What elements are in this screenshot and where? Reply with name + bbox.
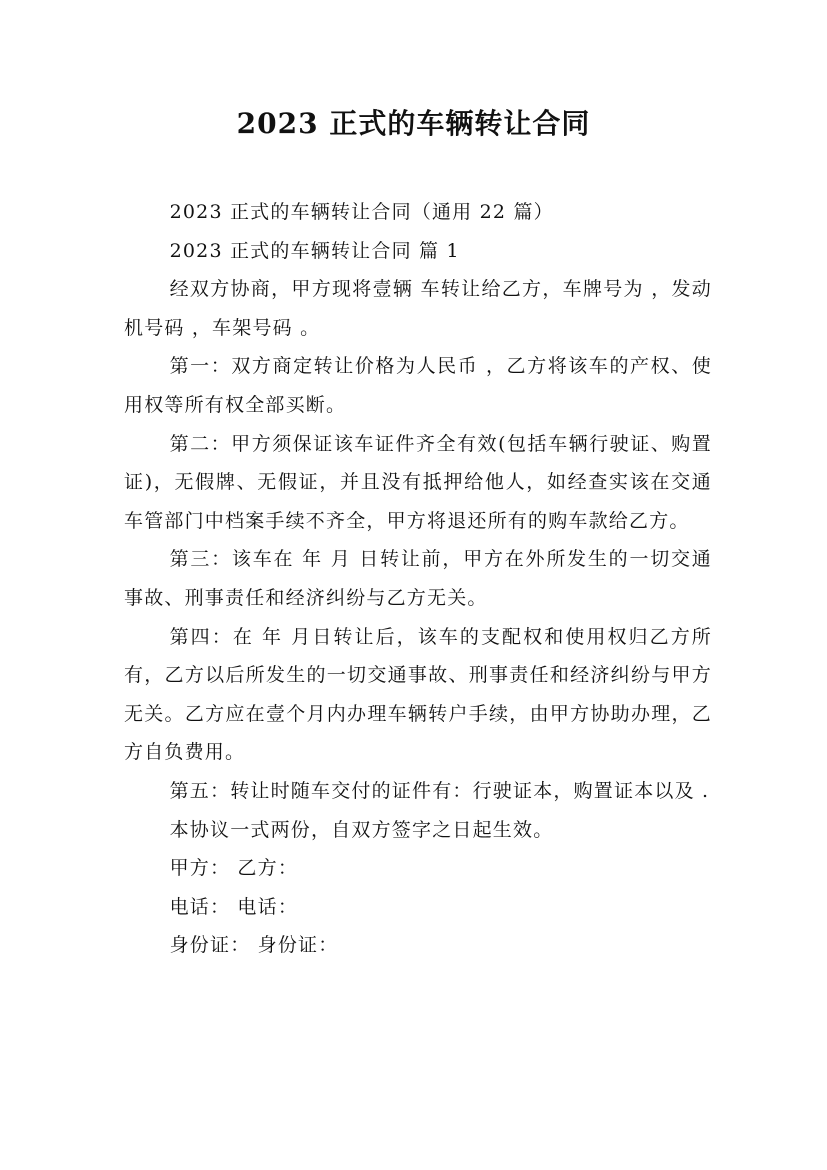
- clause-5: 第五：转让时随车交付的证件有：行驶证本，购置证本以及 .: [169, 779, 710, 802]
- id-card-line: 身份证： 身份证：: [169, 934, 339, 957]
- phone-line: 电话： 电话：: [169, 895, 299, 918]
- clause-3: 第三：该车在 年 月 日转让前，甲方在外所发生的一切交通事故、刑事责任和经济纠纷与乙方无关。: [124, 548, 712, 609]
- effective-statement: 本协议一式两份，自双方签字之日起生效。: [169, 818, 554, 841]
- clause-4: 第四：在 年 月日转让后，该车的支配权和使用权归乙方所有，乙方以后所发生的一切交通事故、刑事责任和经济纠纷与甲方无关。乙方应在壹个月内办理车辆转户手续，由甲方协助办理，乙方自负费用。: [124, 625, 712, 764]
- clause-2: 第二：甲方须保证该车证件齐全有效(包括车辆行驶证、购置证)，无假牌、无假证，并且没有抵押给他人，如经查实该在交通车管部门中档案手续不齐全，甲方将退还所有的购车款给乙方。: [124, 432, 712, 532]
- subtitle-paragraph: 2023 正式的车辆转让合同（通用 22 篇）: [169, 201, 554, 223]
- document-body: [124, 193, 712, 965]
- party-names-line: 甲方： 乙方：: [169, 857, 299, 880]
- document-title: 2023 正式的车辆转让合同: [236, 107, 591, 140]
- clause-1: 第一：双方商定转让价格为人民币 ，乙方将该车的产权、使用权等所有权全部买断。: [124, 355, 712, 416]
- section-heading: 2023 正式的车辆转让合同 篇 1: [169, 239, 460, 262]
- intro-paragraph: 经双方协商，甲方现将壹辆 车转让给乙方，车牌号为 ，发动机号码 ，车架号码 。: [124, 278, 712, 339]
